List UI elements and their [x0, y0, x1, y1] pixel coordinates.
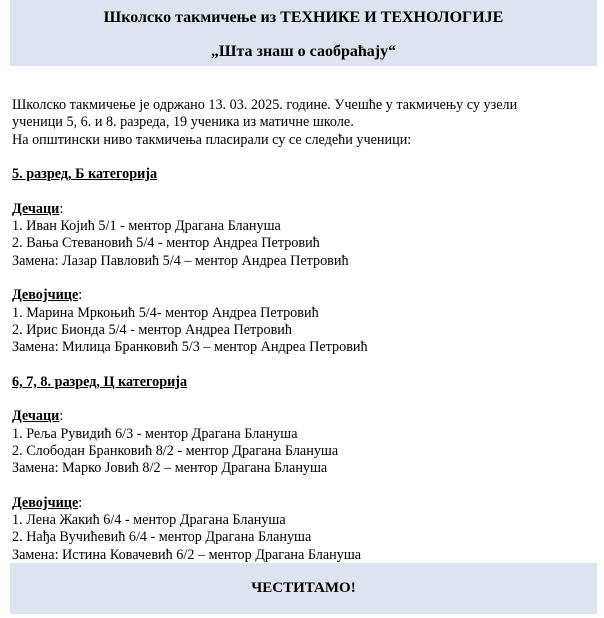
list-item: Замена: Истина Ковачевић 6/2 – ментор Драгана Блануша — [12, 546, 362, 563]
group-label: Девојчице — [12, 494, 79, 511]
list-item: 1. Лена Жакић 6/4 - ментор Драгана Блануша — [12, 512, 286, 529]
list-item: Замена: Милица Бранковић 5/3 – ментор Андреа Петровић — [12, 339, 368, 356]
list-item: 1. Марина Мркоњић 5/4- ментор Андреа Петровић — [12, 304, 319, 321]
list-item: 2. Ирис Бионда 5/4 - ментор Андреа Петровић — [12, 321, 292, 338]
section-title: 5. разред, Б категорија — [12, 166, 158, 183]
group-heading: Дечаци: — [12, 200, 64, 217]
footer-band — [10, 563, 597, 614]
group-heading: Девојчице: — [12, 287, 83, 304]
document-title: Школско такмичење из ТЕХНИКЕ И ТЕХНОЛОГИЈЕ — [103, 9, 504, 26]
list-item: 2. Слободан Бранковић 8/2 - ментор Драгана Блануша — [12, 442, 339, 459]
congratulations-text: ЧЕСТИТАМО! — [251, 580, 356, 596]
list-item: Замена: Марко Јовић 8/2 – ментор Драгана Блануша — [12, 460, 328, 477]
group-heading: Девојчице: — [12, 494, 83, 511]
section-title: 6, 7, 8. разред, Ц категорија — [12, 373, 188, 390]
document-body — [12, 97, 597, 564]
header-band — [10, 0, 597, 66]
document-subtitle: „Шта знаш о саобраћају“ — [210, 43, 397, 60]
intro-line: Школско такмичење је одржано 13. 03. 2025. године. Учешће у такмичењу су узели — [12, 97, 518, 113]
list-item: 2. Нађа Вучићевић 6/4 - ментор Драгана Блануша — [12, 529, 312, 546]
list-item: 2. Вања Стевановић 5/4 - ментор Андреа Петровић — [12, 235, 320, 252]
group-label: Дечаци — [12, 408, 60, 425]
intro-line: На општински ниво такмичења пласирали су се следећи ученици: — [12, 131, 412, 148]
list-item: 1. Иван Којић 5/1 - ментор Драгана Блануша — [12, 218, 281, 235]
list-item: 1. Реља Рувидић 6/3 - ментор Драгана Блануша — [12, 425, 298, 442]
group-heading: Дечаци: — [12, 408, 64, 425]
group-label: Девојчице — [12, 287, 79, 304]
intro-line: ученици 5, 6. и 8. разреда, 19 ученика из матичне школе. — [12, 114, 354, 131]
list-item: Замена: Лазар Павловић 5/4 – ментор Андреа Петровић — [12, 252, 349, 269]
group-label: Дечаци — [12, 200, 60, 217]
